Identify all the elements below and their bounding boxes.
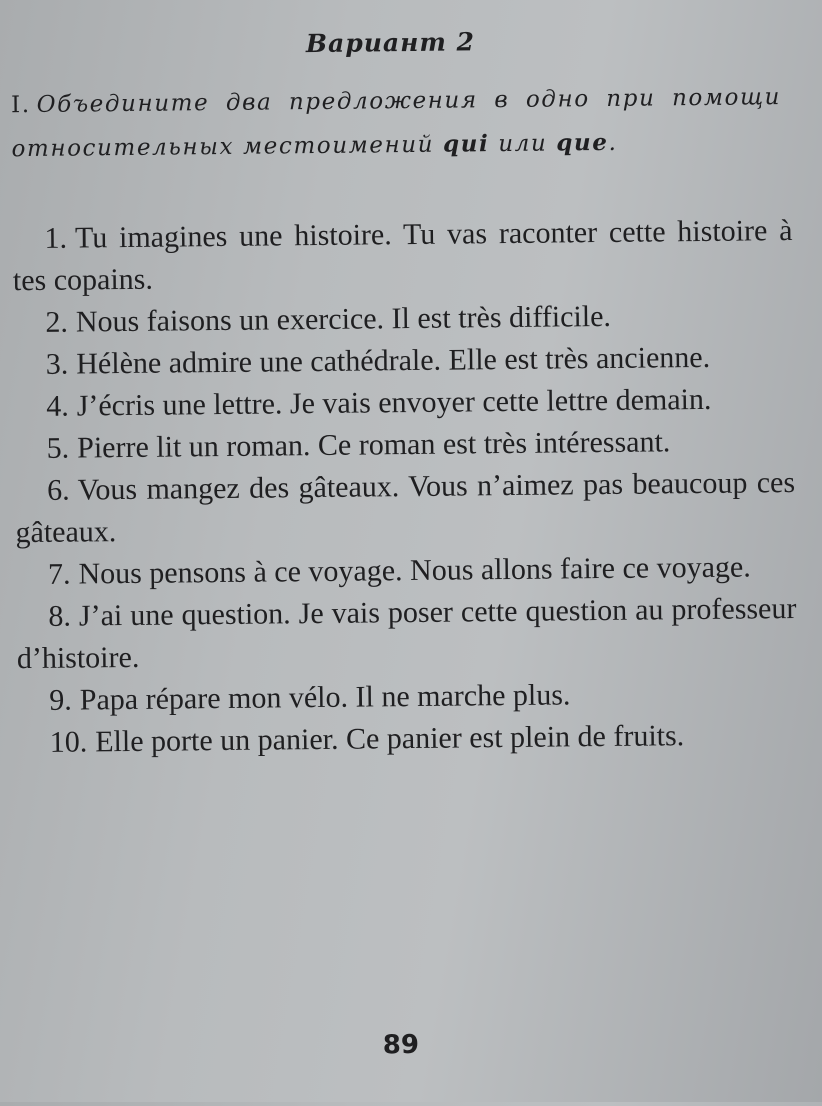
item-text: Nous faisons un exercice. Il est très difficile.	[75, 299, 612, 339]
page-title: Вариант 2	[305, 27, 476, 59]
item-number: 1.	[44, 221, 68, 255]
instruction-or: или	[498, 130, 548, 158]
item-number: 6.	[46, 473, 70, 507]
page-number: 89	[382, 1029, 420, 1061]
instruction-end: .	[608, 129, 618, 156]
exercise-list	[12, 210, 798, 764]
instruction-que: que	[556, 128, 609, 157]
item-text: Hélène admire une cathédrale. Elle est très ancienne.	[76, 340, 711, 381]
item-text: Vous mangez des gâteaux. Vous n’aimez pas beaucoup ces gâteaux.	[15, 466, 796, 550]
item-text: J’ai une question. Je vais poser cette question au professeur d’histoire.	[16, 591, 797, 676]
item-text: Papa répare mon vélo. Il ne marche plus.	[79, 678, 571, 717]
item-text: Elle porte un panier. Ce panier est plein de fruits.	[95, 719, 685, 759]
item-text: J’écris une lettre. Je vais envoyer cette lettre demain.	[76, 382, 712, 423]
item-number: 9.	[49, 683, 72, 717]
exercise-item	[12, 210, 793, 302]
exercise-item	[16, 588, 797, 680]
exercise-item	[18, 714, 798, 764]
exercise-item	[14, 378, 794, 428]
item-text: Nous pensons à ce voyage. Nous allons faire ce voyage.	[78, 550, 751, 591]
instruction-text: Объедините два предложения в одно при помощи относительных местоимений	[11, 84, 782, 163]
item-number: 7.	[47, 557, 71, 591]
exercise-number: I.	[10, 91, 31, 119]
item-text: Pierre lit un roman. Ce roman est très intéressant.	[77, 425, 671, 465]
item-number: 5.	[46, 431, 70, 465]
item-number: 4.	[46, 389, 69, 423]
item-number: 3.	[45, 347, 69, 381]
exercise-instruction	[11, 76, 782, 171]
item-number: 10.	[49, 725, 88, 759]
instruction-qui: qui	[442, 130, 490, 158]
exercise-item	[15, 462, 796, 554]
item-number: 2.	[45, 305, 69, 339]
item-number: 8.	[48, 599, 72, 633]
item-text: Tu imagines une histoire. Tu vas raconter cette histoire à tes copains.	[12, 214, 793, 298]
